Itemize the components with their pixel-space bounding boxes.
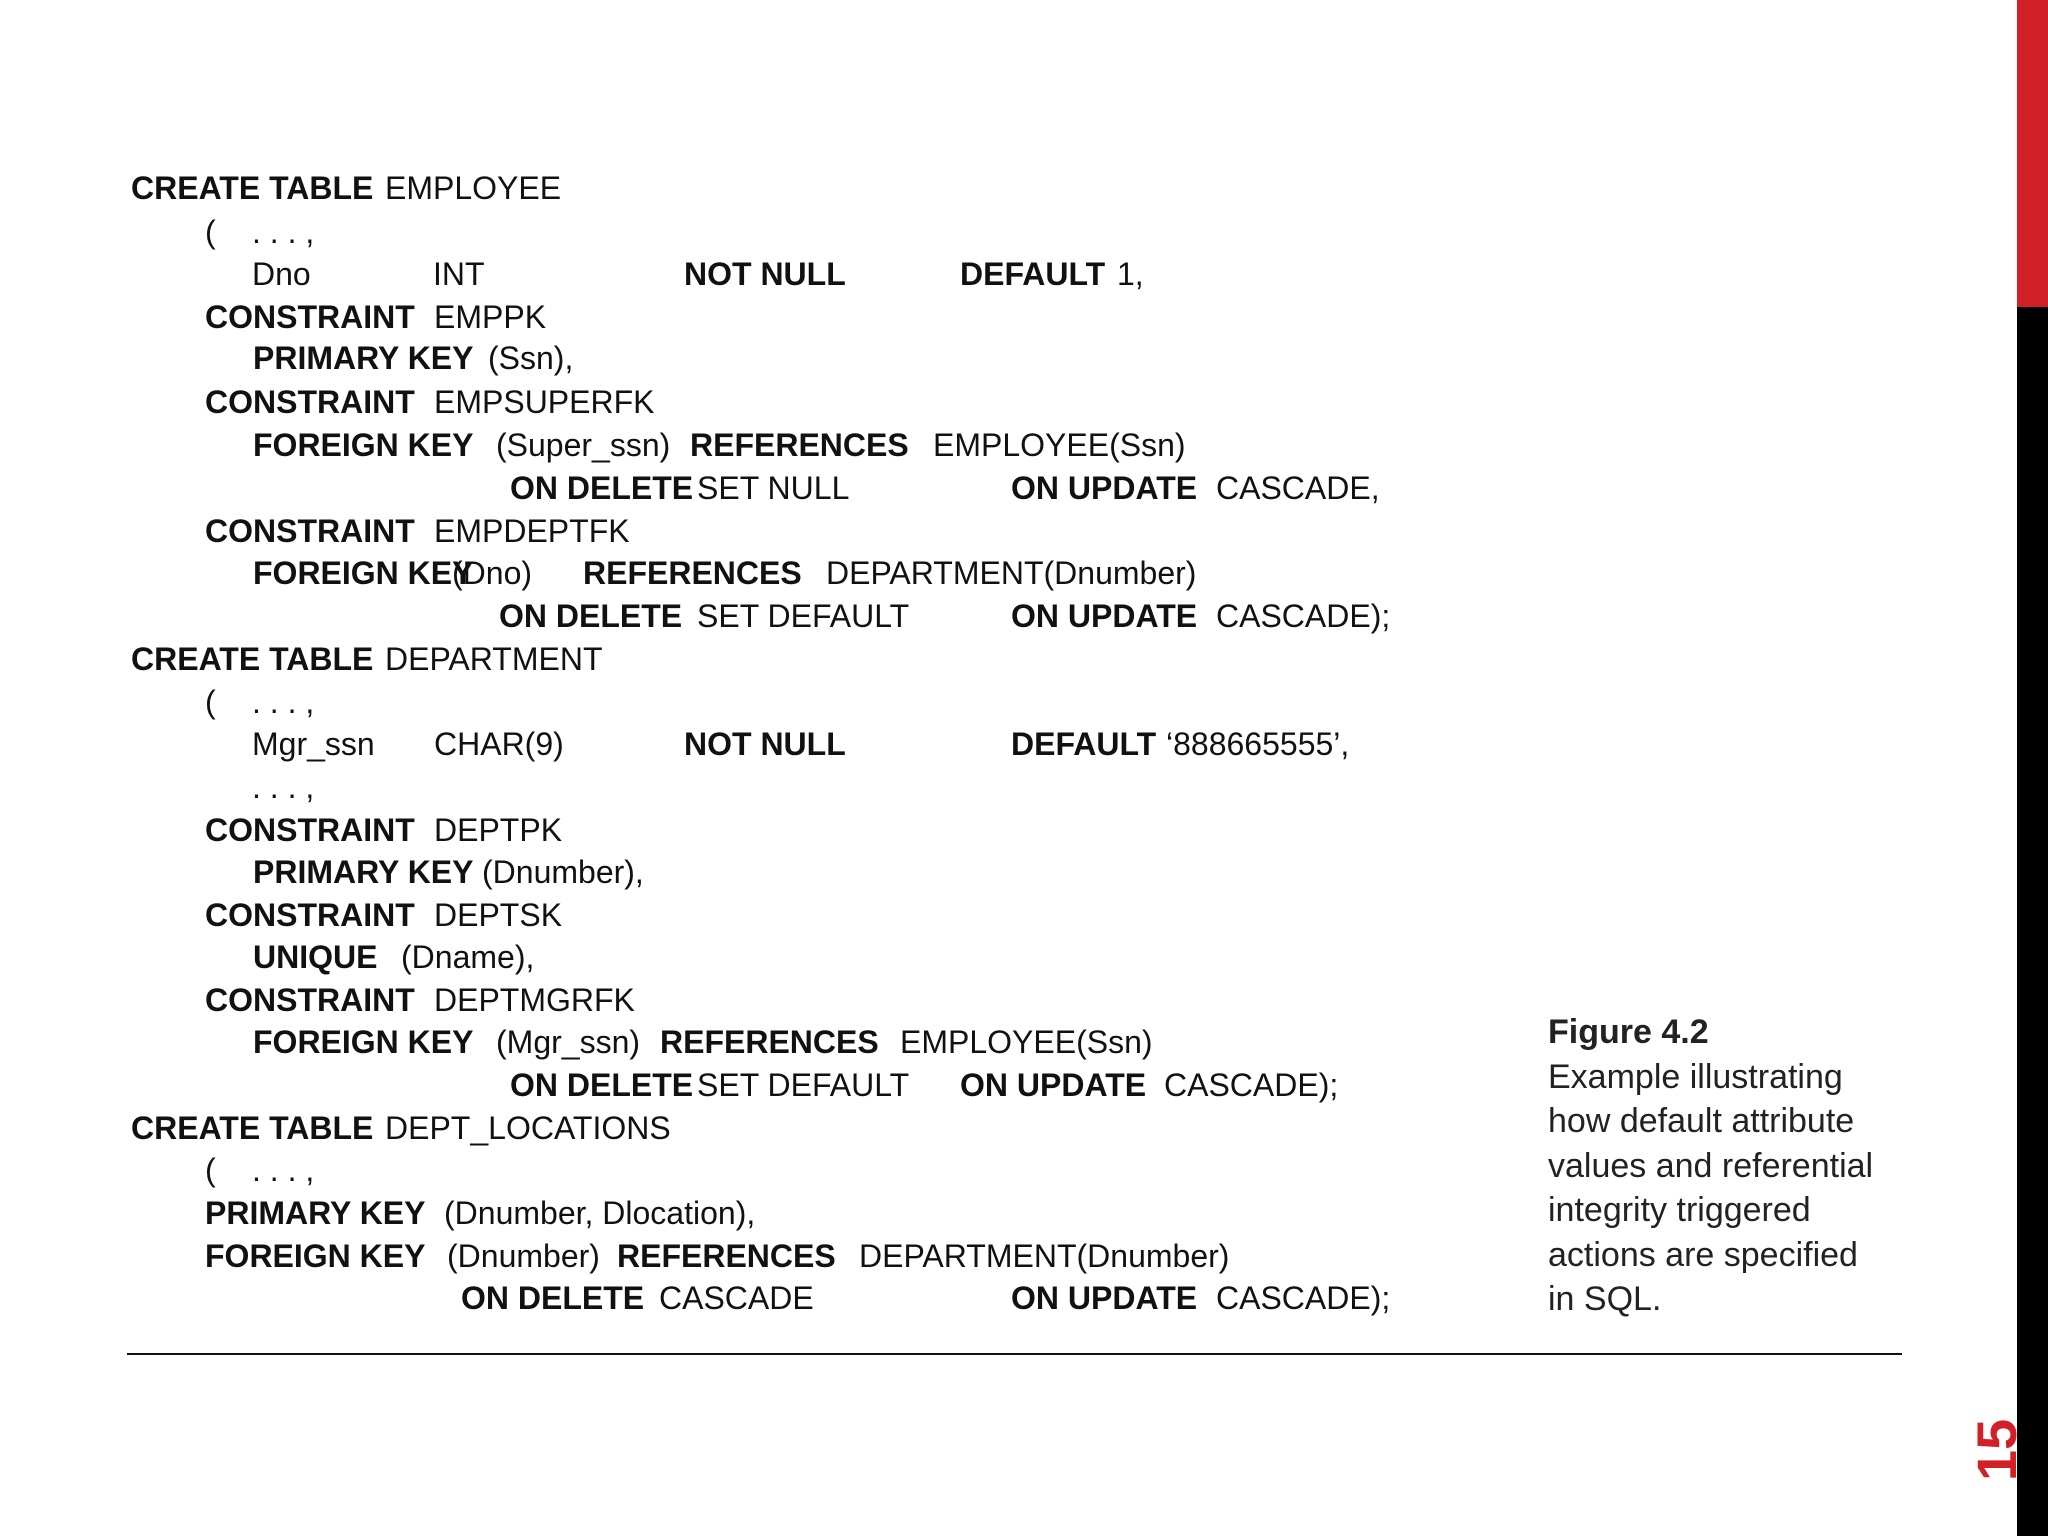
sql-token: ( — [205, 684, 216, 720]
sql-token: (Dno) — [452, 555, 533, 591]
sql-keyword: CREATE TABLE — [131, 1110, 374, 1146]
caption-line: values and referential — [1548, 1146, 1874, 1185]
sql-token: INT — [433, 256, 485, 292]
code-line — [0, 425, 1500, 465]
code-line — [0, 511, 1500, 551]
sql-keyword: ON DELETE — [510, 1067, 694, 1103]
sql-token: (Dname), — [401, 939, 535, 975]
sql-token: DEPTSK — [434, 897, 563, 933]
sql-token: Dno — [252, 256, 311, 292]
code-line — [0, 639, 1500, 679]
caption-line: actions are specified — [1548, 1235, 1858, 1274]
figure-caption — [1548, 1010, 1918, 1322]
code-line — [0, 254, 1500, 294]
sql-token: EMPPK — [434, 299, 547, 335]
caption-title: Figure 4.2 — [1548, 1013, 1709, 1051]
sql-keyword: ON UPDATE — [1011, 470, 1198, 506]
code-line — [0, 553, 1500, 593]
caption-line: how default attribute — [1548, 1102, 1855, 1140]
sql-token: . . . , — [252, 1152, 315, 1188]
sql-keyword: ON DELETE — [461, 1280, 645, 1316]
sql-token: (Mgr_ssn) — [496, 1024, 641, 1060]
sql-keyword: DEFAULT — [1011, 726, 1157, 762]
sql-token: ( — [205, 1152, 216, 1188]
sql-token: SET DEFAULT — [697, 598, 910, 634]
sql-token: SET DEFAULT — [697, 1067, 910, 1103]
code-line — [0, 1236, 1500, 1276]
sql-keyword: PRIMARY KEY — [205, 1195, 426, 1231]
sql-keyword: REFERENCES — [690, 427, 909, 463]
code-line — [0, 1065, 1500, 1105]
code-line — [0, 382, 1500, 422]
sql-keyword: CONSTRAINT — [205, 299, 415, 335]
sql-keyword: CONSTRAINT — [205, 513, 415, 549]
code-line — [0, 596, 1500, 636]
sql-keyword: CONSTRAINT — [205, 812, 415, 848]
caption-line: Example illustrating — [1548, 1057, 1843, 1096]
sql-token: CASCADE); — [1164, 1067, 1339, 1103]
code-line — [0, 852, 1500, 892]
sql-token: (Super_ssn) — [496, 427, 671, 463]
sql-token: ‘888665555’, — [1166, 726, 1350, 762]
sql-keyword: NOT NULL — [684, 726, 846, 762]
sql-token: DEPARTMENT(Dnumber) — [826, 555, 1197, 591]
code-line — [0, 1150, 1500, 1190]
code-line — [0, 468, 1500, 508]
code-line — [0, 1193, 1500, 1233]
sql-token: (Dnumber) — [447, 1238, 600, 1274]
sql-token: EMPDEPTFK — [434, 513, 630, 549]
page-number: 15 — [1965, 1418, 2028, 1482]
sql-keyword: FOREIGN KEY — [253, 1024, 474, 1060]
sql-token: CASCADE); — [1216, 1280, 1391, 1316]
sql-token: . . . , — [252, 214, 315, 250]
code-line — [0, 980, 1500, 1020]
sql-keyword: CREATE TABLE — [131, 641, 374, 677]
sql-keyword: DEFAULT — [960, 256, 1106, 292]
sql-keyword: CONSTRAINT — [205, 384, 415, 420]
sql-token: DEPTPK — [434, 812, 563, 848]
sql-keyword: PRIMARY KEY — [253, 340, 474, 376]
sql-keyword: PRIMARY KEY — [253, 854, 474, 890]
sql-token: 1, — [1117, 256, 1144, 292]
sql-keyword: CONSTRAINT — [205, 982, 415, 1018]
sql-keyword: CREATE TABLE — [131, 170, 374, 206]
code-line — [0, 1108, 1500, 1148]
sql-keyword: ON UPDATE — [1011, 598, 1198, 634]
code-line — [0, 1022, 1500, 1062]
sql-token: DEPTMGRFK — [434, 982, 635, 1018]
sql-token: EMPLOYEE(Ssn) — [933, 427, 1186, 463]
sql-token: DEPARTMENT(Dnumber) — [859, 1238, 1230, 1274]
sql-token: SET NULL — [697, 470, 850, 506]
sql-token: DEPT_LOCATIONS — [385, 1110, 671, 1146]
sql-keyword: UNIQUE — [253, 939, 378, 975]
caption-line: in SQL. — [1548, 1280, 1662, 1318]
sql-token: . . . , — [252, 769, 315, 805]
code-line — [0, 937, 1500, 977]
figure-divider — [127, 1353, 1902, 1355]
sql-keyword: REFERENCES — [617, 1238, 836, 1274]
sql-token: CASCADE); — [1216, 598, 1391, 634]
code-line — [0, 297, 1500, 337]
code-line — [0, 724, 1500, 764]
sql-token: Mgr_ssn — [252, 726, 375, 762]
code-line — [0, 1278, 1500, 1318]
sql-token: (Dnumber, Dlocation), — [444, 1195, 756, 1231]
sql-token: (Dnumber), — [482, 854, 644, 890]
caption-line: integrity triggered — [1548, 1191, 1811, 1229]
sql-token: CHAR(9) — [434, 726, 564, 762]
sql-keyword: FOREIGN KEY — [253, 427, 474, 463]
sql-token: CASCADE — [659, 1280, 814, 1316]
sql-keyword: ON DELETE — [499, 598, 683, 634]
code-line — [0, 168, 1500, 208]
sql-keyword: FOREIGN KEY — [205, 1238, 426, 1274]
code-line — [0, 682, 1500, 722]
sql-token: ( — [205, 214, 216, 250]
sql-keyword: FOREIGN KEY — [253, 555, 474, 591]
sql-token: . . . , — [252, 684, 315, 720]
code-line — [0, 895, 1500, 935]
sql-token: EMPLOYEE — [385, 170, 562, 206]
sql-keyword: ON UPDATE — [1011, 1280, 1198, 1316]
code-line — [0, 212, 1500, 252]
sql-token: (Ssn), — [488, 340, 574, 376]
sql-keyword: NOT NULL — [684, 256, 846, 292]
sql-keyword: ON UPDATE — [960, 1067, 1147, 1103]
sql-keyword: ON DELETE — [510, 470, 694, 506]
sql-keyword: CONSTRAINT — [205, 897, 415, 933]
sql-token: DEPARTMENT — [385, 641, 603, 677]
sql-token: EMPSUPERFK — [434, 384, 655, 420]
sidebar-accent-bar — [2017, 0, 2048, 307]
code-line — [0, 767, 1500, 807]
sql-keyword: REFERENCES — [660, 1024, 879, 1060]
sql-token: EMPLOYEE(Ssn) — [900, 1024, 1153, 1060]
code-line — [0, 338, 1500, 378]
sql-token: CASCADE, — [1216, 470, 1380, 506]
sql-keyword: REFERENCES — [583, 555, 802, 591]
code-line — [0, 810, 1500, 850]
